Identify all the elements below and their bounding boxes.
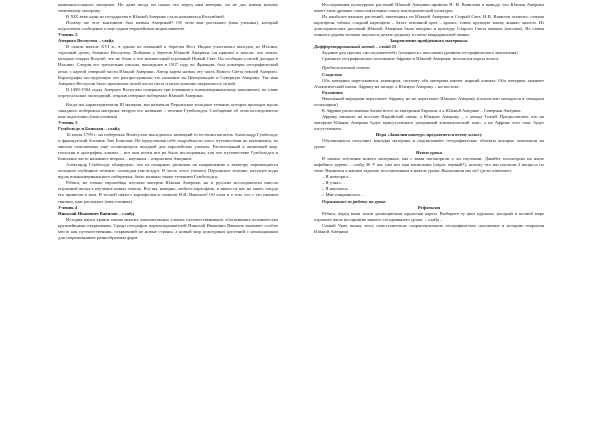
paragraph: Ребята, перед вами лежат разноцветные кружочки карты. Выберите ту цвет кружков, который в полной мере отражает ваше восприятие нашего сегодняшнего урока. – слайд – <box>314 210 544 222</box>
paragraph: Почему же этот континент был назван Америкой? Об этом вам расскажет (имя ученика), который подготовил сообщение о еще одном европейском мореплавателе. <box>58 20 278 32</box>
heading-student-2: Ученик 2 <box>58 32 78 38</box>
list-item: – Я повторил… <box>322 174 353 180</box>
paragraph: Оба материка пересекаются экватором, поэтому оба материка имеют жаркий климат. Оба материка омывает Атлантический океан. Африку на западе, а Южную Америку – на востоке. <box>314 77 544 89</box>
list-item: – Я научился… <box>322 186 353 192</box>
right-column <box>314 2 544 235</box>
paragraph: История науки хранит имена многих замечательных ученых путешественников, обогативших человечество крупнейшими открытиями. Среди географов первооткрывателей Николай Иванович Вавилов занимает особое место как путешественник, открывший не новые страны, а новый мир культурных растений с неожиданным для современников разнообразием форм. <box>58 216 278 240</box>
paragraph: Из наиболее важных растений, завезенных из Южной Америки в Старый Свет, Н.И. Вавилов отметил: семена картофеля, табака, сладкий картофель – батат, земляной орех – арахис, томат, крупную тыкву, ананас, многое. Из доисторических растений Южной Америки было введено в культуру Старого Света маниок (кассава). Из семян хинного дерева человек научился делать редкому и почти мандаринской хинин. <box>314 14 544 38</box>
paragraph: Ребята, не только европейцы изучали материк Южная Америка, но и русские исследователи внесли огромный вклад в изучение новых земель. Все вы, наверно, любите картофель, и никто из нас не знает, откуда его привезли к нам. В тесной связи с картофелем и томатов Н.И. Вавилов? Об этом и о том, что с его именем связано, нам расскажет (имя ученика). <box>58 180 278 204</box>
heading-consolidation: Закрепление пройденного материала. <box>389 38 469 44</box>
paragraph: К Африке расположены ближе всего из материков Евразия, а к Южной Америке – Северная Америка. <box>322 107 522 113</box>
list-item: – Я узнал… <box>322 180 346 186</box>
heading-student-3: Ученик 3 <box>58 119 78 125</box>
differences-label: Различия: <box>322 89 344 95</box>
heading-game: Игра «Заполни контур» предлагается всему классу <box>375 131 483 137</box>
heading-humboldt: Гумбольдт и Бонплан – слайд <box>58 125 120 131</box>
paragraph: Африку омывает на востоке Индийский океан, а Южную Америку – с запада Тихий. Предполагаем, что на материке Южная Америка будет присутствовать умеренный климатический пояс, а на Африке этот пояс будет отсутствовать. <box>314 113 544 131</box>
paragraph: Самый Урок понял, могу самостоятельно охарактеризовать географическое положение и историю открытия Южной Америки <box>314 222 544 234</box>
heading-reflection: Рефлексия <box>417 204 441 210</box>
task-description: Задание для группы «исследователей» (учащиеся с высокими уровнем географического мышления) <box>322 50 518 56</box>
paragraph: Александр Гумбольдт обнаружил, что из полярных регионов по направлению к экватору перемещается холодное глубинное течение, охлаждая там воздух. В честь этого учёного Перуанское течение, несущее воды вдоль южноамериканского побережья, было названо также течением Гумбольдта. <box>58 162 278 180</box>
paragraph: В 1499-1504 годах Америго Веспуччи совершил три плавания к южноамериканскому континенту по главе португальских экспедиций, открыв северное побережье Южной Америки. <box>58 86 278 98</box>
paragraph: Когда мы характеризовали III материк, мы называли Перуанское холодное течение, которое проходит вдоль западного побережья материка, вторую его название – течение Гумбольдта. Сообщение об этом исследователе нам подготовил (имя ученика) <box>58 101 278 119</box>
expected-answer-label: Предполагаемый ответ: <box>322 65 371 71</box>
paragraph: В начале изучения нового материала, мы с вами поговорили о ли изучении. Давайте посмотрим на наше кофейное дерево – слайд 26 У вас уже нет при написания (опрос первый?), потому что мы изучили 2 вопроса по теме. Вернемся к нашим задачам, поставленным в начале урока. Выполнили мы их? (дети отвечают) <box>314 156 544 174</box>
paragraph: 16 июля 1799 г. на побережье Венесуэлы высадились немецкий естествоиспытатель Александр Гумбольдт и французский ботаник Эме Бонплан. Не представляя себе подробности этого путешествия по континенту, во многих отношениях ещё остающемуся загадкой для европейских ученых. Растительный и животный мир, геология и орография, климат – все они почти все не было исследованы, так что путешествие Гумбольдта и Бонплана часто называют вторым – научным – открытием Америки. <box>58 131 278 162</box>
paragraph: В XIX веке один из государства в Южной Америке стало называться Колумбией. <box>66 14 225 20</box>
heading-differentiated-method: Дифференцированный метод – слайд 25 <box>314 44 397 50</box>
assessment-line: Оценивание за работу на уроке. <box>322 198 387 204</box>
heading-lesson-results: Итоги урока <box>416 150 442 156</box>
paragraph: каменноугольного материка. Но даже когда он понял что перед ним материк, он не дал имени новому земельному материку. <box>58 2 278 14</box>
paragraph: Обучающиеся получают контуры материка и подписывают географические объекты которые заполнили на уроке. <box>314 138 544 150</box>
paragraph: В самом начале XVI в., в одном из плаваний к берегам Вест Индии участвовал выходец из Италии, торговый делец Америго Веспуччи. Побывав у берегов Южной Америки, он пришел к мысли, что земли, которые открыл Колумб, это не Азия, а что неизвестный огромный Новый Свет. Он сообщил о своей догадке в Италию. Следом его трехлетние письма, вышедшее в 1507 году во Франции, был помещен географический атлас с картой северной части Южной Америки. Автор карты назвал эту часть Нового Света землей Америго. Картографы последующих лет распространили это название на Центральную и Северную Америку. Так имя Америго Веспуччи было присвоено целой части света и незаслуженно закрепилось за ней. <box>58 44 278 86</box>
paragraph: Сравните географическое положение Африки и Южной Америки, используя карты атласа. <box>322 56 500 62</box>
similarities-label: Сходства: <box>322 71 343 77</box>
heading-vavilov: Николай Иванович Вавилов – слайд <box>58 210 134 216</box>
paragraph: Исследования культурных растений Южной Америки привели Н. И. Вавилова к выводу, что Южная Америка имеет свои древние самостоятельные очаги земледельческой культуры. <box>314 2 544 14</box>
left-column <box>58 2 278 241</box>
paragraph: Начальный меридиан пересекает Африку, но не пересекает Южную Америку (полностью находится в западном полушарии) <box>314 95 544 107</box>
heading-vespucci: Америго Веспуччи – слайд <box>58 38 114 44</box>
list-item: – Мне понравилось… <box>322 192 365 198</box>
heading-student-4: Ученик 4 <box>58 204 78 210</box>
